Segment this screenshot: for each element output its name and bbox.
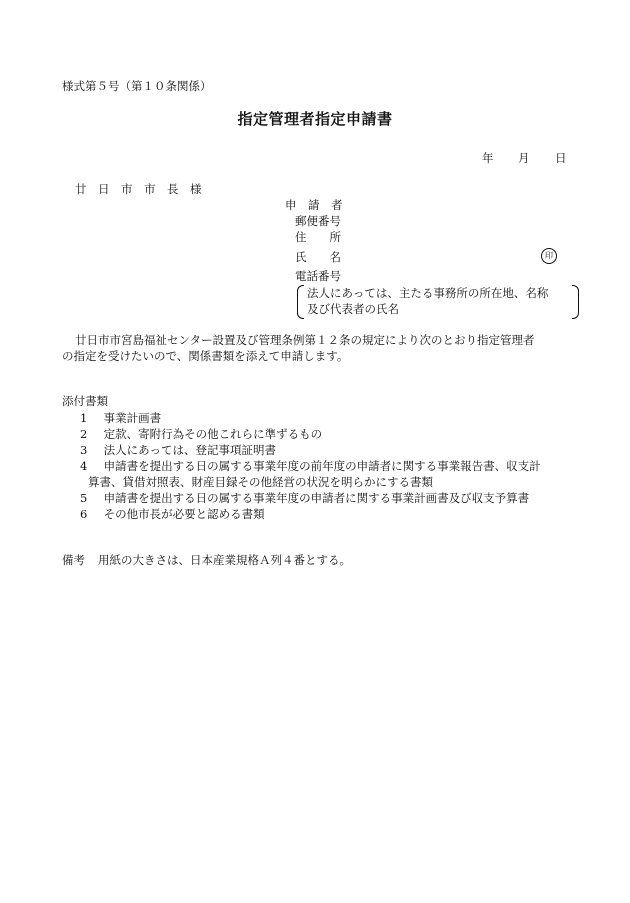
attachment-text: 申請書を提出する日の属する事業年度の前年度の申請者に関する事業報告書、収支計 xyxy=(103,459,541,473)
note-bracket-right xyxy=(572,285,579,319)
attachment-text: その他市長が必要と認める書類 xyxy=(103,507,265,521)
attachments-heading: 添付書類 xyxy=(62,394,108,408)
attachment-item-continuation: 算書、貸借対照表、財産目録その他経営の状況を明らかにする書類 xyxy=(88,475,433,489)
phone-label: 電話番号 xyxy=(295,269,341,283)
remarks-text: 用紙の大きさは、日本産業規格Ａ列４番とする。 xyxy=(98,553,351,567)
attachment-text: 事業計画書 xyxy=(103,411,162,425)
date-month-label: 月 xyxy=(518,151,530,165)
form-number: 様式第５号（第１０条関係） xyxy=(62,79,212,93)
attachment-item xyxy=(80,458,541,474)
name-label: 氏 名 xyxy=(295,250,341,264)
attachment-item xyxy=(80,442,276,458)
date-day-label: 日 xyxy=(555,151,567,165)
attachment-text: 定款、寄附行為その他これらに準ずるもの xyxy=(103,427,323,441)
seal-mark: 印 xyxy=(541,248,557,264)
corporate-note-line2: 及び代表者の氏名 xyxy=(307,302,399,316)
attachment-text: 申請書を提出する日の属する事業年度の申請者に関する事業計画書及び収支予算書 xyxy=(103,491,530,505)
attachment-number: 1 xyxy=(80,411,88,425)
form-title: 指定管理者指定申請書 xyxy=(237,110,393,128)
attachment-number: 2 xyxy=(80,427,88,441)
attachment-item xyxy=(80,506,265,522)
address-label: 住 所 xyxy=(295,230,341,244)
body-text-line2: の指定を受けたいので、関係書類を添えて申請します。 xyxy=(62,349,349,363)
date-year-label: 年 xyxy=(482,151,494,165)
corporate-note-line1: 法人にあっては、主たる事務所の所在地、名称 xyxy=(307,286,549,300)
addressee: 廿 日 市 市 長 様 xyxy=(75,182,202,196)
attachment-number: 6 xyxy=(80,507,88,521)
attachment-number: 5 xyxy=(80,491,88,505)
attachment-item xyxy=(80,490,529,506)
remarks-label: 備考 xyxy=(62,553,85,567)
note-bracket-left xyxy=(297,285,304,319)
attachment-item xyxy=(80,426,322,442)
attachment-item xyxy=(80,410,161,426)
attachment-text: 法人にあっては、登記事項証明書 xyxy=(103,443,277,457)
applicant-heading: 申 請 者 xyxy=(285,198,343,212)
attachment-number: 4 xyxy=(80,459,88,473)
postal-code-label: 郵便番号 xyxy=(295,214,341,228)
attachment-number: 3 xyxy=(80,443,88,457)
body-text-line1: 廿日市市宮島福祉センター設置及び管理条例第１２条の規定により次のとおり指定管理者 xyxy=(75,333,535,347)
